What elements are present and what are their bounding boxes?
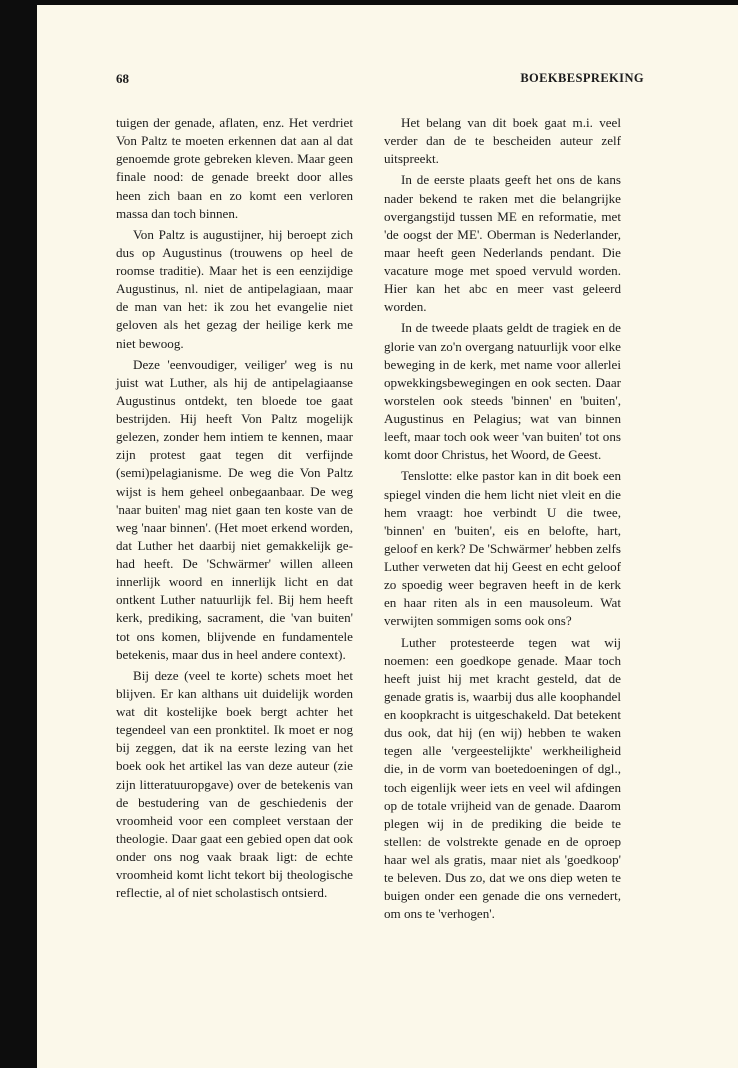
paragraph: Luther protesteerde tegen wat wij noemen: een goedkope genade. Maar toch heeft juist hij met kracht gesteld, dat de genade gratis is, waarbij dus alle koophandel en koopkracht is uitgeschakeld. Dat betekent dus ook, dat hij (en wij) hebben te waken tegen alle 'vergeestelijkte' werkheiligheid die, in de vorm van boetedoeningen of dgl., toch eigenlijk weer iets en veel wil afdingen op de totale vrijheid van de genade. Daarom plegen wij in de prediking die beide te stellen: de volstrekte genade en de oproep haar wel als gratis, maar niet als 'goedkoop' te beleven. Dus zo, dat we ons diep weten te buigen onder een genade die ons vernedert, om ons te 'verhogen'. (384, 634, 621, 922)
paragraph: In de eerste plaats geeft het ons de kans nader bekend te raken met die belangrijke overgangstijd tussen ME en reformatie, met 'de oogst der ME'. Oberman is Nederlander, maar heeft geen Nederlands pendant. Die vacature moge met spoed vervuld worden. Hier kan het abc en meer vast geleerd worden. (384, 172, 621, 315)
right-column (384, 114, 621, 927)
paragraph: Tenslotte: elke pastor kan in dit boek een spiegel vinden die hem licht niet vleit en die hem vraagt: hoe verbindt U die twee, 'binnen' en 'buiten', eis en belofte, hart, geloof en kerk? De 'Schwärmer' hebben zelfs Luther verweten dat hij Geest en echt geloof zo spoedig weer begraven heeft in de kerk en haar riten als in een mausoleum. Wat verwijten sommigen soms ook ons? (384, 468, 621, 629)
scan-border-left (0, 0, 37, 1068)
paragraph: Von Paltz is augustijner, hij beroept zich dus op Augustinus (trouwens op heel de roomse traditie). Maar het is een eenzijdige Augustinus, nl. niet de antipelagiaan, maar de man van het: ik zou het evangelie niet geloven als het gezag der heilige kerk me niet bewoog. (116, 226, 353, 351)
paragraph: Deze 'eenvoudiger, veiliger' weg is nu juist wat Luther, als hij de antipelagiaanse Augustinus ontdekt, ten bloede toe gaat bestrijden. Hij heeft Von Paltz mogelijk gelezen, zonder hem intiem te kennen, maar zijn protest gaat tegen dit verfijnde (semi)pelagianisme. De weg die Von Paltz wijst is hem geheel onbegaanbaar. De weg 'naar buiten' mag niet gaan ten koste van de weg 'naar binnen'. (Het moet erkend worden, dat Luther het daarbij niet gemakkelijk gehad heeft. De 'Schwärmer' willen alleen innerlijk woord en innerlijk licht en dat ontkent Luther natuurlijk fel. Bij hem heeft kerk, prediking, sacrament, die 'van buiten' tot ons komen, blijvende en fundamentele betekenis, maar dus in heel andere context). (116, 356, 353, 662)
paragraph: tuigen der genade, aflaten, enz. Het verdriet Von Paltz te moeten erkennen dat aan al dat genoemde grote gebreken kleven. Maar geen finale nood: de genade breekt door alles heen zich baan en zo komt een verloren massa dan toch binnen. (116, 115, 353, 221)
left-column (116, 114, 353, 905)
scan-border-top (0, 0, 738, 5)
paragraph: Het belang van dit boek gaat m.i. veel verder dan de te bescheiden auteur zelf uitspreekt. (384, 115, 621, 167)
paragraph: Bij deze (veel te korte) schets moet het blijven. Er kan althans uit duidelijk worden wat dit kostelijke boek bergt achter het tegendeel van een pronktitel. Ik moet er nog bij zeggen, dat ik na eerste lezing van het boek ook het artikel las van deze auteur (zie zijn litteratuuropgave) over de betekenis van de bestudering van de geschiedenis der vroomheid voor een compleet verstaan der theologie. Daar gaat een gebied open dat ook onder ons nog vaak braak ligt: de echte vroomheid komt licht tekort bij theologische reflectie, al of niet scholastisch ontsierd. (116, 667, 353, 901)
page-number: 68 (116, 71, 129, 86)
running-head: BOEKBESPREKING (520, 71, 644, 85)
paragraph: In de tweede plaats geldt de tragiek en de glorie van zo'n overgang natuurlijk voor elke beweging in de kerk, met name voor allerlei opwekkingsbewegingen en ook secten. Daar worstelen ook steeds 'binnen' en 'buiten', Augustinus en Pelagius; wat van binnen leeft, maar toch ook weer 'van buiten' tot ons komt door Christus, het Woord, de Geest. (384, 320, 621, 463)
